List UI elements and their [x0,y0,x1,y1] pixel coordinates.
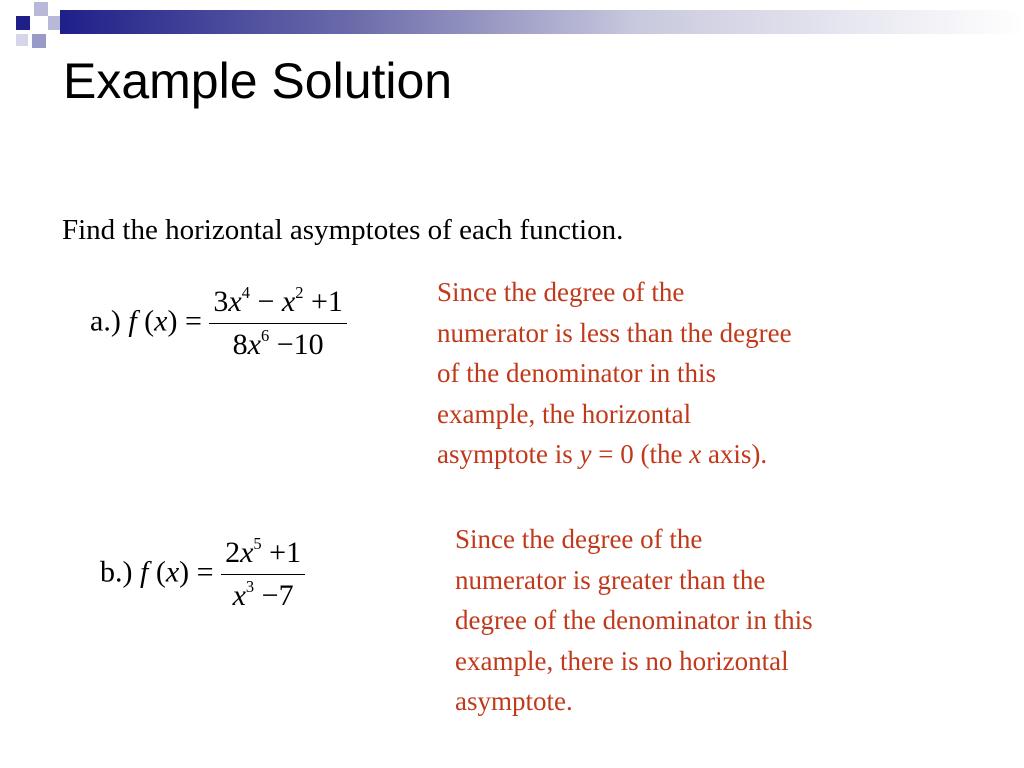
deco-square-lavender [32,34,46,48]
operator: − [249,285,282,318]
title-gradient-bar [60,10,1024,34]
note-line: of the denominator in this [437,358,716,388]
variable: x [232,579,246,612]
coefficient: 3 [213,285,229,318]
exponent: 5 [253,533,262,553]
numerator [209,282,347,324]
exponent: 2 [295,282,304,302]
denominator [209,324,347,362]
denominator [221,575,305,613]
note-line: Since the degree of the [437,277,685,307]
note-variable: x [689,439,702,469]
variable: x [281,285,296,318]
note-line: numerator is greater than the [455,564,766,595]
note-line: example, there is no horizontal [455,645,789,676]
part-label: a.) [90,304,121,338]
note-line: degree of the denominator in this [455,605,813,635]
equation-b: b.) f (x) = $\frac{2x^5 +1}{x^3 -7}$ [100,536,305,613]
note-line: Since the degree of the [455,524,703,554]
problem-prompt: Find the horizontal asymptotes of each function. [62,214,624,246]
coefficient: 2 [225,536,241,569]
constant-term: +1 [261,536,302,569]
numerator [221,533,305,575]
note-text: asymptote is [437,439,580,469]
variable: x [247,328,261,361]
function-name: f [128,304,137,338]
note-line: asymptote. [455,686,573,716]
deco-square-navy [16,16,30,30]
variable: x [240,536,254,569]
note-variable: y [579,439,592,469]
part-label: b.) [100,555,133,589]
constant-term: −7 [254,579,294,612]
note-text: = 0 (the [591,439,690,469]
function-name: f [140,555,149,589]
constant-term: −10 [269,328,324,361]
fraction [209,282,347,362]
variable: x [165,555,180,589]
deco-square-lavender [34,2,48,16]
note-text: axis). [701,439,768,469]
variable: x [228,285,242,318]
equation-a: a.) f (x) = $\frac{3x^4 - x^2 +1}{8x^6 -10}$ [90,285,347,362]
note-line: example, the horizontal [437,398,692,429]
explanation-a [437,272,792,475]
exponent: 6 [260,325,270,345]
exponent: 4 [241,282,250,302]
slide-title: Example Solution [63,53,453,109]
coefficient: 8 [232,328,248,361]
deco-square-light [16,34,28,46]
constant-term: +1 [303,285,343,318]
explanation-b [455,519,813,722]
variable: x [154,304,168,338]
fraction [221,533,305,613]
note-line [437,434,792,475]
exponent: 3 [245,576,255,596]
note-line: numerator is less than the degree [437,317,792,348]
